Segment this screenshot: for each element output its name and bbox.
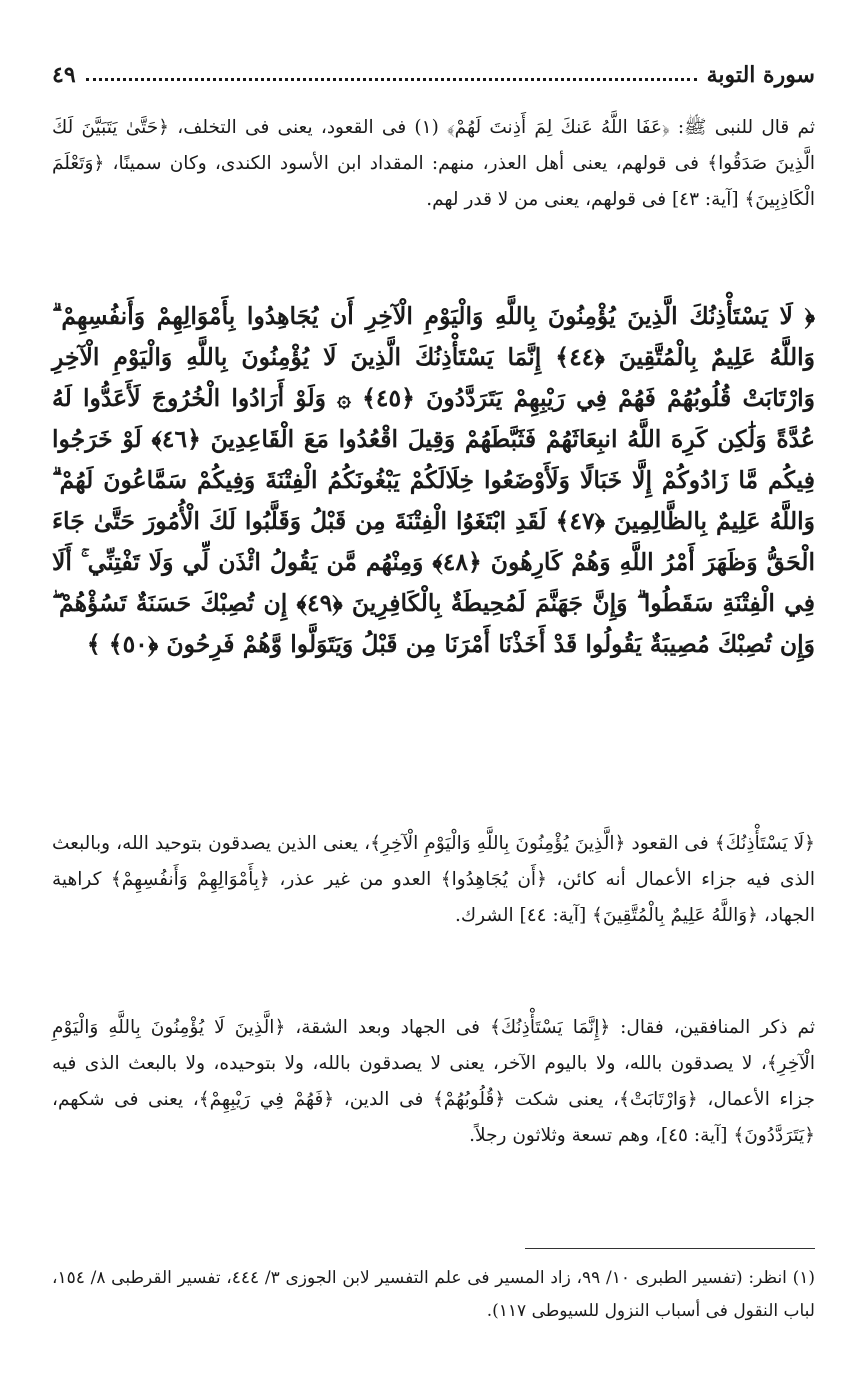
running-header — [52, 58, 815, 92]
leader-dots — [86, 78, 697, 81]
footnote: (١) انظر: (تفسير الطبرى ١٠/ ٩٩، زاد المسير فى علم التفسير لابن الجوزى ٣/ ٤٤٤، تفسير القرطبى ٨/ ١٥٤، لباب النقول فى أسباب النزول للسيوطى ١١٧). — [52, 1268, 816, 1321]
commentary-paragraph-2: ﴿لَا يَسْتَأْذِنُكَ﴾ فى القعود ﴿الَّذِينَ يُؤْمِنُونَ بِاللَّهِ وَالْيَوْمِ الْآخِرِ﴾، يعنى الذين يصدقون بتوحيد الله، وبالبعث الذى فيه جزاء الأعمال أنه كائن، ﴿أَن يُجَاهِدُوا﴾ العدو من غير عذر، ﴿بِأَمْوَالِهِمْ وَأَنفُسِهِمْ﴾ كراهية الجهاد، ﴿وَاللَّهُ عَلِيمٌ بِالْمُتَّقِينَ﴾ [آية: ٤٤] الشرك. — [52, 833, 815, 926]
quran-verses-block: ﴿ لَا يَسْتَأْذِنُكَ الَّذِينَ يُؤْمِنُونَ بِاللَّهِ وَالْيَوْمِ الْآخِرِ أَن يُجَاهِدُوا بِأَمْوَالِهِمْ وَأَنفُسِهِمْ ۗ وَاللَّهُ عَلِيمٌ بِالْمُتَّقِينَ ﴿٤٤﴾ إِنَّمَا يَسْتَأْذِنُكَ الَّذِينَ لَا يُؤْمِنُونَ بِاللَّهِ وَالْيَوْمِ الْآخِرِ وَارْتَابَتْ قُلُوبُهُمْ فَهُمْ فِي رَيْبِهِمْ يَتَرَدَّدُونَ ﴿٤٥﴾ ۞ وَلَوْ أَرَادُوا الْخُرُوجَ لَأَعَدُّوا لَهُ عُدَّةً وَلَٰكِن كَرِهَ اللَّهُ انبِعَاثَهُمْ فَثَبَّطَهُمْ وَقِيلَ اقْعُدُوا مَعَ الْقَاعِدِينَ ﴿٤٦﴾ لَوْ خَرَجُوا فِيكُم مَّا زَادُوكُمْ إِلَّا خَبَالًا وَلَأَوْضَعُوا خِلَالَكُمْ يَبْغُونَكُمُ الْفِتْنَةَ وَفِيكُمْ سَمَّاعُونَ لَهُمْ ۗ وَاللَّهُ عَلِيمٌ بِالظَّالِمِينَ ﴿٤٧﴾ لَقَدِ ابْتَغَوُا الْفِتْنَةَ مِن قَبْلُ وَقَلَّبُوا لَكَ الْأُمُورَ حَتَّىٰ جَاءَ الْحَقُّ وَظَهَرَ أَمْرُ اللَّهِ وَهُمْ كَارِهُونَ ﴿٤٨﴾ وَمِنْهُم مَّن يَقُولُ ائْذَن لِّي وَلَا تَفْتِنِّي ۚ أَلَا فِي الْفِتْنَةِ سَقَطُوا ۗ وَإِنَّ جَهَنَّمَ لَمُحِيطَةٌ بِالْكَافِرِينَ ﴿٤٩﴾ إِن تُصِبْكَ حَسَنَةٌ تَسُؤْهُمْ ۖ وَإِن تُصِبْكَ مُصِيبَةٌ يَقُولُوا قَدْ أَخَذْنَا أَمْرَنَا مِن قَبْلُ وَيَتَوَلَّوا وَّهُمْ فَرِحُونَ ﴿٥٠﴾ ﴾ — [52, 302, 816, 658]
commentary-paragraph-1: ثم قال للنبى ﷺ: ﴿عَفَا اللَّهُ عَنكَ لِمَ أَذِنتَ لَهُمْ﴾ (١) فى القعود، يعنى فى التخلف، ﴿حَتَّىٰ يَتَبَيَّنَ لَكَ الَّذِينَ صَدَقُوا﴾ فى قولهم، يعنى أهل العذر، منهم: المقداد ابن الأسود الكندى، وكان سمينًا، ﴿وَتَعْلَمَ الْكَاذِبِينَ﴾ [آية: ٤٣] فى قولهم، يعنى من لا قدر لهم. — [52, 117, 815, 210]
page-number: ٤٩ — [52, 62, 76, 88]
surah-title: سورة التوبة — [706, 62, 815, 88]
commentary-paragraph-3: ثم ذكر المنافقين، فقال: ﴿إِنَّمَا يَسْتَأْذِنُكَ﴾ فى الجهاد وبعد الشقة، ﴿الَّذِينَ لَا يُؤْمِنُونَ بِاللَّهِ وَالْيَوْمِ الْآخِرِ﴾، لا يصدقون بالله، ولا باليوم الآخر، يعنى لا يصدقون بالله، ولا بتوحيده، ولا بالبعث الذى فيه جزاء الأعمال، ﴿وَارْتَابَتْ﴾، يعنى شكت ﴿قُلُوبُهُمْ﴾ فى الدين، ﴿فَهُمْ فِي رَيْبِهِمْ﴾، يعنى فى شكهم، ﴿يَتَرَدَّدُونَ﴾ [آية: ٤٥]، وهم تسعة وثلاثون رجلاً. — [52, 1017, 815, 1146]
footnote-divider — [525, 1248, 815, 1249]
